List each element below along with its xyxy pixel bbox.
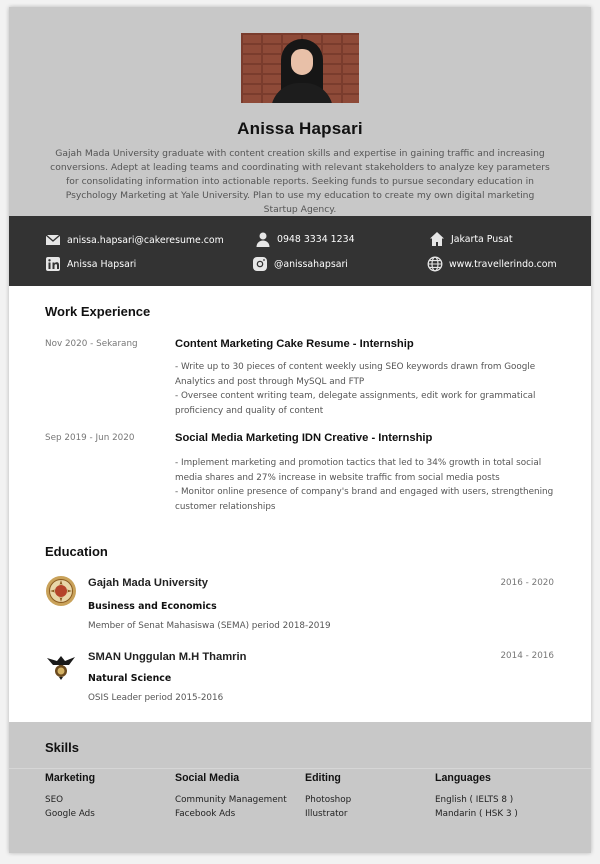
contact-location[interactable]	[429, 231, 513, 247]
contact-website-text: www.travellerindo.com	[449, 258, 557, 270]
work-item-description: - Write up to 30 pieces of content weekly using SEO keywords drawn from Google Analytics and post through MySQL and FTP - Oversee content writing team, delegate assignments, edit work for grammatical proficiency and quality of content	[175, 362, 536, 416]
profile-summary: Gajah Mada University graduate with content creation skills and expertise in gaining traffic and increasing conversions. Adept at leading teams and coordinating with relevant stakeholders to analyze key parameters for consolidating information into actionable reports. Seeking funds to pursue secondary education in Psychology Marketing at Yale University. Plan to use my education to create my own digital marketing Startup Agency.	[50, 148, 550, 215]
resume-header	[9, 7, 591, 216]
email-icon	[45, 232, 61, 248]
skills-section-title: Skills	[45, 740, 79, 755]
education-school: Gajah Mada University	[88, 577, 208, 589]
skill-group	[305, 772, 435, 821]
skill-item: English ( IELTS 8 )	[435, 795, 514, 805]
skill-group-title: Marketing	[45, 772, 96, 784]
linkedin-icon	[45, 256, 61, 272]
skill-group-title: Editing	[305, 772, 341, 784]
work-item-role: Social Media Marketing IDN Creative - Internship	[175, 432, 433, 444]
skill-group	[45, 772, 175, 821]
work-item-date: Sep 2019 - Jun 2020	[45, 433, 135, 443]
contact-website[interactable]	[427, 256, 557, 272]
education-section-title: Education	[45, 544, 108, 559]
education-school: SMAN Unggulan M.H Thamrin	[88, 651, 247, 663]
contact-phone[interactable]	[255, 231, 355, 247]
education-note: OSIS Leader period 2015-2016	[88, 693, 224, 703]
skill-item: Mandarin ( HSK 3 )	[435, 809, 518, 819]
skills-section	[9, 722, 591, 853]
profile-photo	[241, 33, 359, 103]
work-section-title: Work Experience	[45, 304, 151, 319]
skill-item: Facebook Ads	[175, 809, 236, 819]
work-item-description: - Implement marketing and promotion tactics that led to 34% growth in total social media shares and 27% increase in website traffic from social media posts - Monitor online presence of company's brand and engaged with users, strengthening customer relationships	[175, 458, 554, 512]
skill-item: SEO	[45, 795, 64, 805]
contact-linkedin-text: Anissa Hapsari	[67, 258, 137, 270]
education-years: 2016 - 2020	[500, 578, 554, 588]
university-seal-icon	[45, 575, 77, 607]
contact-instagram[interactable]	[252, 256, 348, 272]
skill-item: Illustrator	[305, 809, 348, 819]
home-icon	[429, 231, 445, 247]
contact-instagram-text: @anissahapsari	[274, 258, 348, 270]
contact-location-text: Jakarta Pusat	[451, 233, 513, 245]
instagram-icon	[252, 256, 268, 272]
contact-bar	[9, 216, 591, 286]
skill-item: Photoshop	[305, 795, 352, 805]
education-major: Business and Economics	[88, 601, 217, 612]
person-icon	[255, 231, 271, 247]
work-item-date: Nov 2020 - Sekarang	[45, 339, 138, 349]
contact-linkedin[interactable]	[45, 256, 136, 272]
skill-group-title: Languages	[435, 772, 491, 784]
eagle-emblem-icon	[45, 649, 77, 681]
contact-email-text: anissa.hapsari@cakeresume.com	[67, 234, 224, 246]
education-note: Member of Senat Mahasiswa (SEMA) period 2018-2019	[88, 621, 331, 631]
contact-email[interactable]	[45, 232, 224, 248]
profile-name: Anissa Hapsari	[237, 119, 363, 138]
globe-icon	[427, 256, 443, 272]
skill-item: Community Management	[175, 795, 287, 805]
skill-group-title: Social Media	[175, 772, 240, 784]
skill-group	[435, 772, 565, 821]
work-item-role: Content Marketing Cake Resume - Internship	[175, 338, 414, 350]
contact-phone-text: 0948 3334 1234	[277, 233, 355, 245]
resume-page	[9, 7, 591, 853]
skill-item: Google Ads	[45, 809, 95, 819]
education-major: Natural Science	[88, 673, 172, 684]
education-years: 2014 - 2016	[500, 651, 554, 661]
skill-group	[175, 772, 305, 821]
skills-title-row	[9, 722, 591, 769]
